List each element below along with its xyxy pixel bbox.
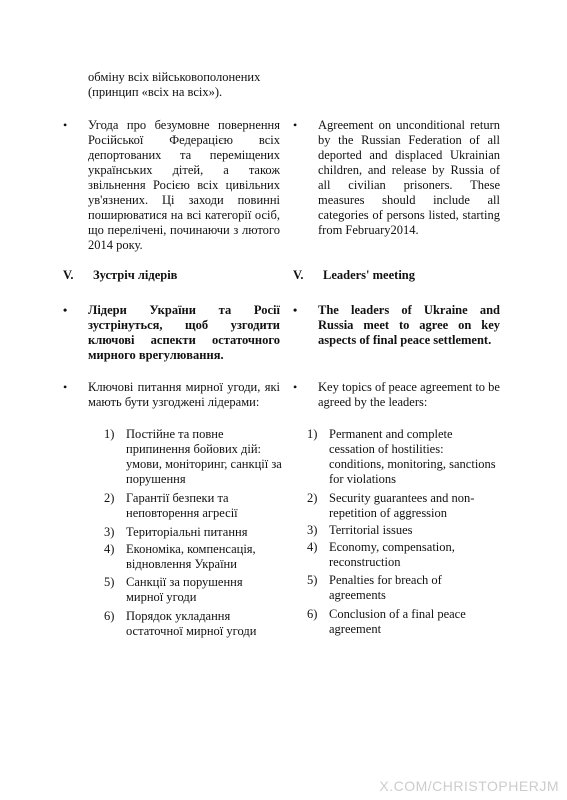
list-item-number: 4): [307, 540, 318, 554]
list-item-number: 3): [104, 525, 115, 539]
list-item-number: 6): [104, 609, 115, 623]
agreement-bullet-en: [293, 118, 500, 238]
key-topics-list-uk: [104, 427, 282, 639]
agreement-text-en: Agreement on unconditional return by the Russian Federation of all deported and displaced Ukrainian children, and release by Russia of all civilian prisoners. These measures should include all categories of persons listed, starting from February2014.: [318, 118, 500, 237]
list-item-text: Порядок укладання остаточної мирної угоди: [126, 609, 257, 638]
bullet-icon: •: [63, 380, 68, 394]
agreement-bullet-uk: [63, 118, 280, 253]
section-title-en: Leaders' meeting: [323, 268, 415, 282]
section-heading-uk: [63, 268, 177, 283]
continuation-line-2: (принцип «всіх на всіх»).: [88, 85, 223, 99]
leaders-meet-text-uk: Лідери України та Росії зустрінуться, щоб узгодити ключові аспекти остаточного мирного врегулювання.: [88, 303, 280, 362]
list-item: [104, 525, 282, 540]
list-item-text: Economy, compensation, reconstruction: [329, 540, 455, 569]
section-number: V.: [293, 268, 304, 282]
key-topics-list-en: [307, 427, 497, 637]
continuation-text: [88, 70, 278, 100]
list-item: [104, 542, 282, 572]
agreement-text-uk: Угода про безумовне повернення Російської Федерацією всіх депортованих та переміщених українських дітей, а також звільнення Росією всіх цивільних ув'язнених. Ці заходи повинні поширюватися на всі категорії осіб, що перелічені, починаючи з лютого 2014 року.: [88, 118, 280, 252]
list-item: [307, 607, 497, 637]
list-item: [104, 491, 282, 521]
list-item-text: Постійне та повне припинення бойових дій: умови, моніторинг, санкції за порушення: [126, 427, 282, 486]
list-item-number: 3): [307, 523, 318, 537]
list-item-text: Економіка, компенсація, відновлення України: [126, 542, 256, 571]
list-item-text: Penalties for breach of agreements: [329, 573, 442, 602]
list-item-number: 6): [307, 607, 318, 621]
list-item-number: 2): [104, 491, 115, 505]
list-item-number: 2): [307, 491, 318, 505]
list-item-number: 1): [307, 427, 318, 441]
leaders-meet-bullet-uk: [63, 303, 280, 363]
key-topics-bullet-en: [293, 380, 500, 410]
list-item-text: Security guarantees and non-repetition of aggression: [329, 491, 475, 520]
bullet-icon: •: [293, 118, 298, 132]
continuation-line-1: обміну всіх військовополонених: [88, 70, 261, 84]
list-item-text: Territorial issues: [329, 523, 413, 537]
list-item: [104, 575, 282, 605]
list-item-number: 5): [104, 575, 115, 589]
list-item: [104, 427, 282, 487]
section-heading-en: [293, 268, 415, 283]
list-item-text: Conclusion of a final peace agreement: [329, 607, 466, 636]
section-title-uk: Зустріч лідерів: [93, 268, 178, 282]
leaders-meet-bullet-en: [293, 303, 500, 348]
list-item: [104, 609, 282, 639]
list-item: [307, 573, 497, 603]
key-topics-text-en: Key topics of peace agreement to be agreed by the leaders:: [318, 380, 500, 409]
key-topics-bullet-uk: [63, 380, 280, 410]
list-item: [307, 427, 497, 487]
key-topics-text-uk: Ключові питання мирної угоди, які мають бути узгоджені лідерами:: [88, 380, 280, 409]
list-item-text: Територіальні питання: [126, 525, 248, 539]
watermark: X.COM/CHRISTOPHERJM: [379, 778, 559, 794]
bullet-icon: •: [63, 303, 68, 317]
list-item-number: 1): [104, 427, 115, 441]
list-item: [307, 491, 497, 521]
bullet-icon: •: [293, 380, 298, 394]
section-number: V.: [63, 268, 74, 282]
list-item-number: 5): [307, 573, 318, 587]
list-item-text: Гарантії безпеки та неповторення агресії: [126, 491, 238, 520]
list-item: [307, 540, 497, 570]
bullet-icon: •: [293, 303, 298, 317]
list-item: [307, 523, 497, 538]
list-item-text: Санкції за порушення мирної угоди: [126, 575, 243, 604]
list-item-number: 4): [104, 542, 115, 556]
leaders-meet-text-en: The leaders of Ukraine and Russia meet to agree on key aspects of final peace settlement.: [318, 303, 500, 347]
list-item-text: Permanent and complete cessation of hostilities: conditions, monitoring, sanctions for violations: [329, 427, 496, 486]
bullet-icon: •: [63, 118, 68, 132]
